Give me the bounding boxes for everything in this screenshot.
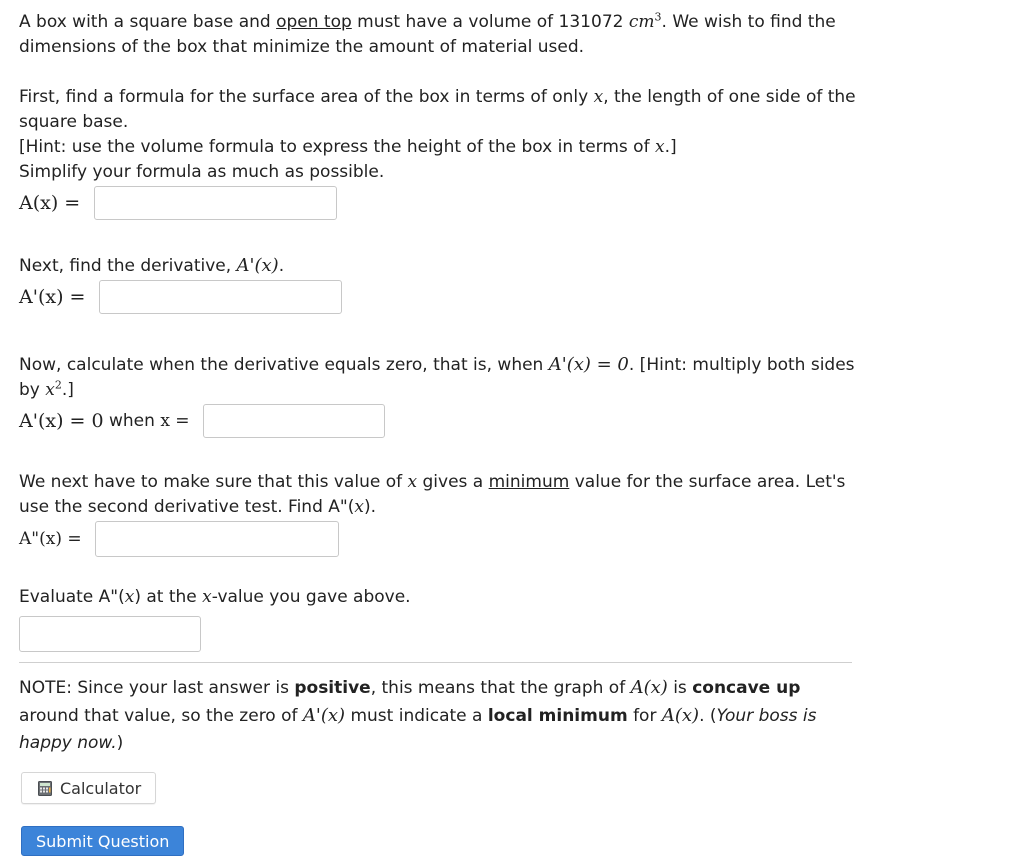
step2-period: . (278, 256, 285, 276)
step3-hint-end: .] (61, 380, 74, 400)
note-positive: positive (294, 678, 371, 698)
derivative-label: A'(x) = (19, 286, 92, 308)
question-body (19, 8, 859, 856)
second-derivative-label: A"(x) = (19, 529, 87, 549)
note-text-2: , this means that the graph of (370, 678, 631, 698)
unit-cm: cm (628, 12, 655, 32)
intro-volume-text: must have a volume of 131072 (351, 12, 629, 32)
critical-label-x: x = (160, 411, 195, 431)
intro-goal-text: . We wish to find the dimensions of the box that minimize the amount of material used. (19, 12, 836, 57)
math-derivative-zero: A'(x) = 0 (548, 354, 629, 375)
step3-hint: . [Hint: multiply both sides by (19, 355, 855, 400)
step4-text-end: ). (363, 497, 376, 517)
step3-instructions (19, 352, 859, 403)
step4-text-2: gives a (417, 472, 489, 492)
math-exponent: 2 (54, 378, 62, 392)
step5-instructions (19, 585, 859, 610)
step1-instructions (19, 85, 859, 185)
calculator-button[interactable] (21, 772, 156, 804)
note-text (19, 674, 859, 757)
note-concave-up: concave up (692, 678, 801, 698)
minimum-underlined: minimum (488, 472, 570, 492)
area-formula-label: A(x) = (19, 192, 87, 214)
calculator-button-label: Calculator (60, 778, 142, 798)
math-x: x (654, 137, 665, 157)
step5-text: Evaluate A"( (19, 587, 125, 607)
step4-instructions (19, 470, 859, 520)
note-boss-happy: Your boss is happy now. (19, 706, 817, 753)
derivative-input[interactable] (99, 280, 342, 314)
problem-statement (19, 10, 859, 60)
math-derivative: A'(x) (236, 255, 279, 276)
math-x: x (407, 472, 418, 492)
step1-text-2: , the length of one side of the square base. (19, 87, 856, 132)
step4-text-3: value for the surface area. Let's use the second derivative test. Find A"( (19, 472, 846, 517)
note-text-5: must indicate a (345, 706, 488, 726)
math-x: x (124, 587, 135, 607)
critical-label-when: when (103, 411, 161, 431)
submit-question-button[interactable]: Submit Question (21, 826, 184, 856)
step1-hint: [Hint: use the volume formula to express the height of the box in terms of (19, 137, 655, 157)
note-text-end: ) (116, 733, 124, 753)
note-text-6: for (627, 706, 662, 726)
intro-text: A box with a square base and (19, 12, 277, 32)
note-intro: NOTE: Since your last answer is (19, 678, 295, 698)
critical-point-input[interactable] (203, 404, 385, 438)
math-x: x (45, 380, 55, 400)
area-formula-input[interactable] (94, 186, 337, 220)
step5-text-2: ) at the (134, 587, 203, 607)
note-text-7: . ( (699, 706, 717, 726)
calculator-icon (38, 781, 52, 796)
math-area-function: A(x) (630, 677, 668, 698)
step1-text: First, find a formula for the surface area of the box in terms of only (19, 87, 594, 107)
note-local-minimum: local minimum (487, 706, 628, 726)
second-derivative-eval-input[interactable] (19, 616, 201, 652)
step1-hint-end: .] (664, 137, 677, 157)
step5-text-3: -value you gave above. (211, 587, 411, 607)
step4-text: We next have to make sure that this value of (19, 472, 408, 492)
note-text-4: around that value, so the zero of (19, 706, 303, 726)
math-x: x (593, 87, 604, 107)
step2-text: Next, find the derivative, (19, 256, 237, 276)
second-derivative-row (19, 520, 859, 558)
open-top-underlined: open top (276, 12, 352, 32)
step2-instructions (19, 253, 859, 279)
math-area-function: A(x) (661, 705, 700, 726)
critical-point-row (19, 403, 859, 439)
unit-exponent: 3 (654, 10, 662, 24)
step1-simplify: Simplify your formula as much as possible. (19, 162, 385, 182)
math-derivative: A'(x) (302, 705, 346, 726)
critical-label-eq: A'(x) = 0 (19, 410, 104, 432)
note-text-3: is (667, 678, 693, 698)
math-x: x (202, 587, 212, 607)
second-derivative-input[interactable] (95, 521, 339, 557)
math-x: x (354, 497, 364, 517)
step3-text: Now, calculate when the derivative equals zero, that is, when (19, 355, 549, 375)
derivative-row (19, 279, 859, 315)
area-formula-row (19, 185, 859, 221)
